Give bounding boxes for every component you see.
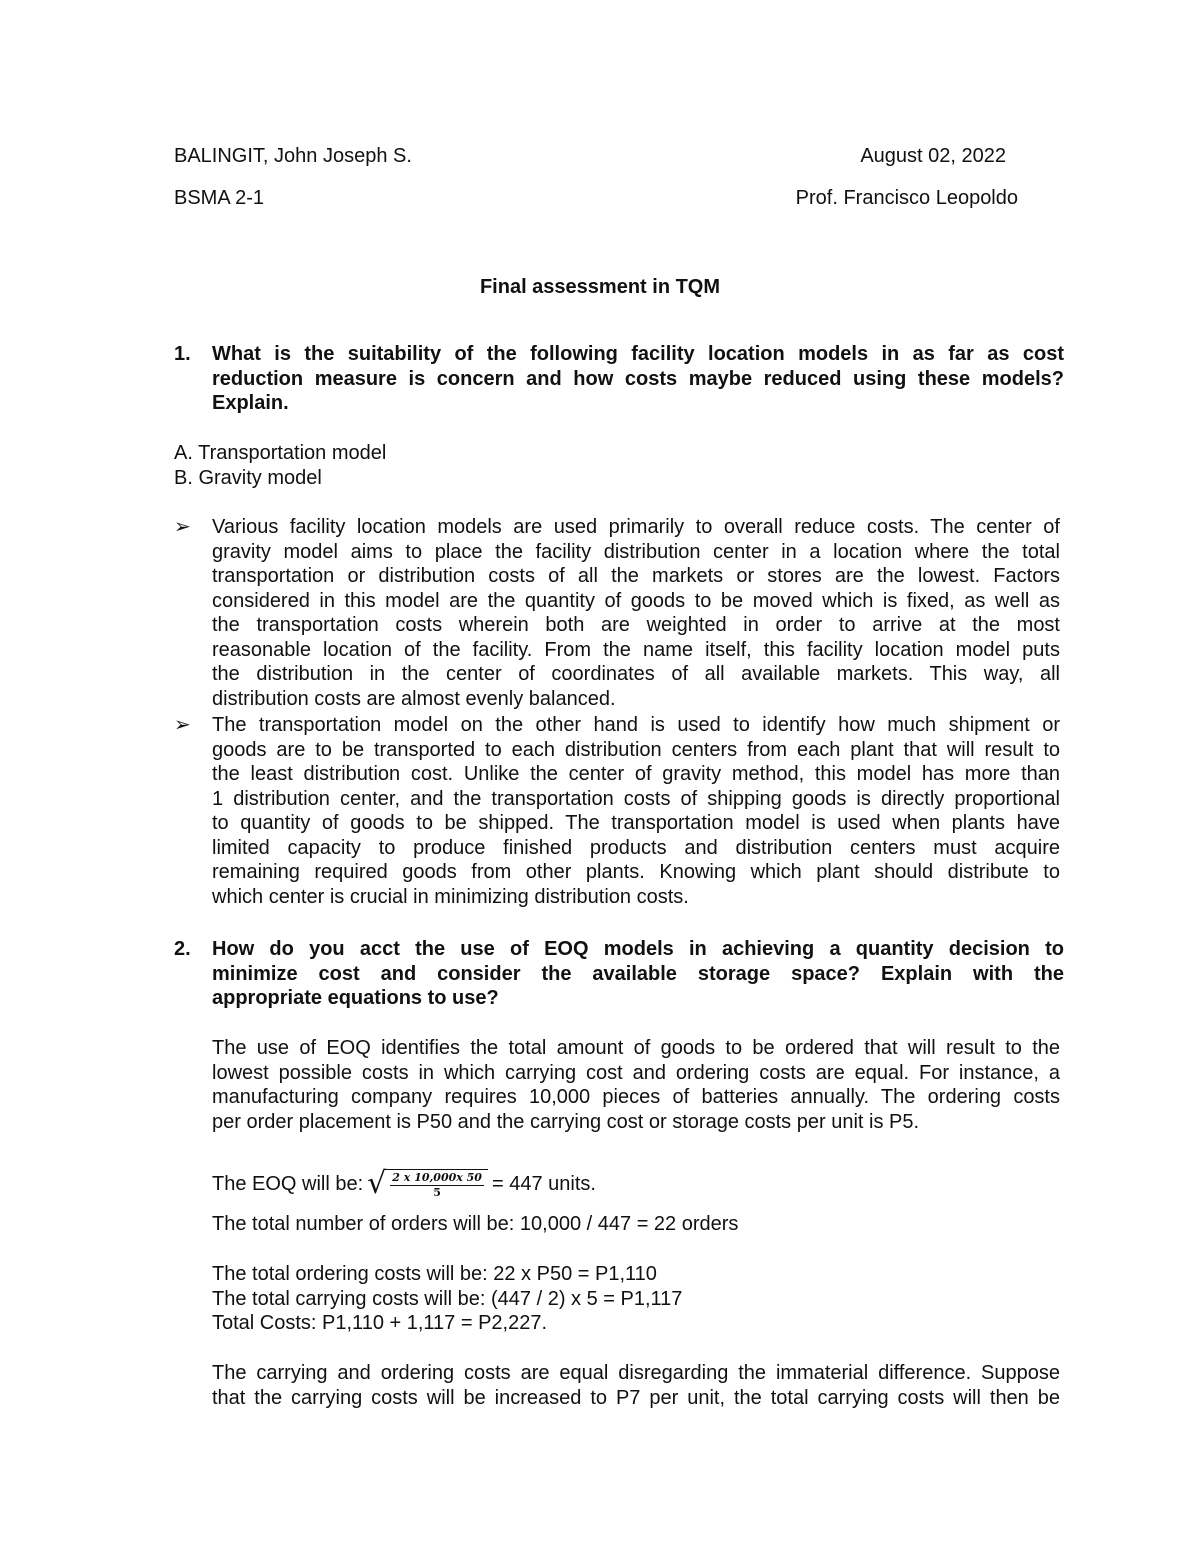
bullet-line: goods are to be transported to each distribution centers from each plant that will result to bbox=[212, 738, 1060, 761]
bullet-line: transportation or distribution costs of all the markets or stores are the lowest. Factors bbox=[212, 565, 1060, 587]
closing-paragraph bbox=[212, 1361, 1060, 1410]
answer-bullet-2-text bbox=[212, 713, 1060, 909]
eoq-numerator: 2 x 10,000x 50 bbox=[392, 1171, 482, 1184]
answer-bullet-1-text bbox=[212, 515, 1060, 711]
question-1-line: What is the suitability of the following facility location models in as far as cost bbox=[212, 343, 1064, 365]
document-date: August 02, 2022 bbox=[860, 145, 1006, 167]
option-a: A. Transportation model bbox=[174, 442, 387, 464]
eoq-equation bbox=[212, 1164, 596, 1204]
question-1-line: reduction measure is concern and how costs maybe reduced using these models? bbox=[212, 367, 1064, 390]
eoq-label: The EOQ will be: bbox=[212, 1173, 364, 1195]
paragraph-line: lowest possible costs in which carrying cost and ordering costs are equal. For instance, a bbox=[212, 1061, 1060, 1084]
question-2-line: minimize cost and consider the available storage space? Explain with the bbox=[212, 962, 1064, 985]
bullet-line: Various facility location models are used primarily to overall reduce costs. The center of bbox=[212, 516, 1060, 538]
eoq-formula bbox=[367, 1166, 488, 1201]
option-b: B. Gravity model bbox=[174, 467, 322, 489]
paragraph-line: The carrying and ordering costs are equal disregarding the immaterial difference. Suppose bbox=[212, 1362, 1060, 1384]
bullet-line: limited capacity to produce finished products and distribution centers must acquire bbox=[212, 836, 1060, 859]
question-1-line: Explain. bbox=[212, 392, 289, 414]
bullet-line: considered in this model are the quantity of goods to be moved which is fixed, as well as bbox=[212, 589, 1060, 612]
bullet-line: the transportation costs wherein both are weighted in order to arrive at the most bbox=[212, 614, 1060, 636]
eoq-result: = 447 units. bbox=[491, 1173, 596, 1195]
square-root-icon: √ bbox=[367, 1166, 387, 1201]
professor-name: Prof. Francisco Leopoldo bbox=[795, 187, 1018, 209]
paragraph-line: manufacturing company requires 10,000 pieces of batteries annually. The ordering costs bbox=[212, 1086, 1060, 1108]
bullet-line: 1 distribution center, and the transportation costs of shipping goods is directly proportional bbox=[212, 787, 1060, 810]
bullet-line: distribution costs are almost evenly balanced. bbox=[212, 687, 616, 710]
student-section: BSMA 2-1 bbox=[174, 187, 265, 209]
paragraph-line: The use of EOQ identifies the total amount of goods to be ordered that will result to the bbox=[212, 1037, 1060, 1059]
question-2-number: 2. bbox=[174, 938, 191, 960]
question-1-text bbox=[212, 342, 1064, 416]
bullet-line: remaining required goods from other plants. Knowing which plant should distribute to bbox=[212, 861, 1060, 883]
question-2-line: How do you acct the use of EOQ models in achieving a quantity decision to bbox=[212, 938, 1064, 960]
question-2-line: appropriate equations to use? bbox=[212, 987, 499, 1009]
ordering-costs-line: The total ordering costs will be: 22 x P50 = P1,110 bbox=[212, 1263, 657, 1285]
arrow-bullet-icon: ➢ bbox=[174, 516, 191, 538]
carrying-costs-line: The total carrying costs will be: (447 / 2) x 5 = P1,117 bbox=[212, 1288, 683, 1310]
orders-line: The total number of orders will be: 10,000 / 447 = 22 orders bbox=[212, 1213, 739, 1235]
bullet-line: the least distribution cost. Unlike the center of gravity method, this model has more than bbox=[212, 763, 1060, 785]
question-2-text bbox=[212, 937, 1064, 1011]
paragraph-line: that the carrying costs will be increased to P7 per unit, the total carrying costs will then be bbox=[212, 1386, 1060, 1409]
student-name: BALINGIT, John Joseph S. bbox=[174, 145, 412, 167]
eoq-denominator: 5 bbox=[433, 1186, 441, 1199]
arrow-bullet-icon: ➢ bbox=[174, 714, 191, 736]
bullet-line: reasonable location of the facility. From the name itself, this facility location model puts bbox=[212, 638, 1060, 661]
paragraph-line: per order placement is P50 and the carrying cost or storage costs per unit is P5. bbox=[212, 1110, 920, 1133]
eoq-fraction bbox=[386, 1169, 488, 1199]
bullet-line: gravity model aims to place the facility distribution center in a location where the total bbox=[212, 540, 1060, 563]
eoq-intro-paragraph bbox=[212, 1036, 1060, 1134]
total-costs-line: Total Costs: P1,110 + 1,117 = P2,227. bbox=[212, 1312, 548, 1334]
page-title: Final assessment in TQM bbox=[479, 276, 721, 298]
bullet-line: The transportation model on the other hand is used to identify how much shipment or bbox=[212, 714, 1060, 736]
bullet-line: to quantity of goods to be shipped. The transportation model is used when plants have bbox=[212, 812, 1060, 834]
bullet-line: which center is crucial in minimizing distribution costs. bbox=[212, 885, 689, 908]
question-1-number: 1. bbox=[174, 343, 191, 365]
bullet-line: the distribution in the center of coordinates of all available markets. This way, all bbox=[212, 663, 1060, 685]
